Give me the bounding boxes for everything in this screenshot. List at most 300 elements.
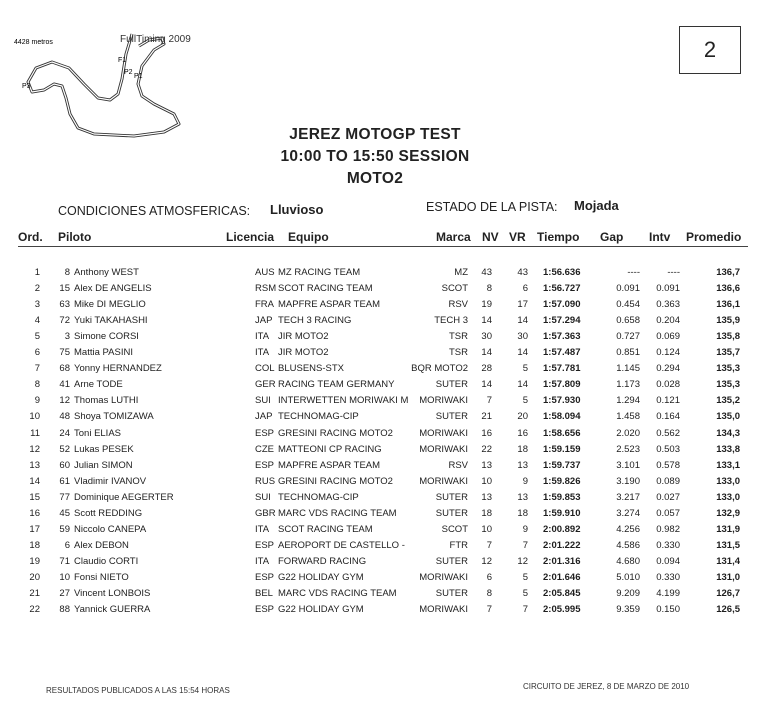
header-intv: Intv [649, 230, 671, 244]
team-name: MARC VDS RACING TEAM [278, 588, 397, 599]
header-time: Tiempo [537, 230, 580, 244]
team-name: BLUSENS-STX [278, 363, 344, 375]
license-country: AUS [255, 267, 275, 278]
table-row [0, 363, 770, 379]
table-row [0, 524, 770, 540]
bike-make: MORIWAKI [419, 604, 468, 616]
license-country: RUS [255, 475, 276, 487]
gap-value: 3.274 [616, 507, 640, 519]
table-row [0, 379, 770, 395]
license-country: GER [255, 379, 276, 391]
table-row [0, 588, 770, 604]
gap-value: 2.523 [616, 443, 640, 455]
gap-value: 4.586 [616, 539, 640, 551]
laps-nv: 14 [481, 379, 492, 391]
sector-mark: P2 [124, 69, 133, 76]
interval-value: 0.091 [656, 283, 680, 295]
bike-make: SUTER [435, 507, 468, 519]
rider-number: 72 [59, 315, 70, 327]
team-name: TECHNOMAG-CIP [278, 491, 359, 503]
license-country: ESP [255, 427, 275, 439]
interval-value: 0.089 [656, 475, 680, 487]
laps-nv: 13 [481, 491, 492, 503]
laps-vr: 5 [522, 571, 528, 583]
best-time: 1:59.737 [543, 459, 581, 471]
bike-make: MZ [454, 267, 468, 278]
team-name: GRESINI RACING MOTO2 [278, 427, 393, 439]
interval-value: 0.330 [656, 539, 680, 551]
header-rider: Piloto [58, 230, 92, 244]
row-position: 17 [29, 523, 40, 535]
gap-value: 0.851 [616, 347, 640, 359]
sector-mark: P3 [22, 83, 31, 90]
license-country: FRA [255, 299, 274, 311]
best-time: 1:57.809 [543, 379, 581, 391]
laps-nv: 28 [481, 363, 492, 375]
laps-nv: 6 [486, 571, 492, 583]
rider-number: 15 [59, 283, 70, 295]
rider-number: 63 [59, 299, 70, 311]
table-row [0, 556, 770, 572]
header-divider [18, 246, 748, 247]
weather-label: CONDICIONES ATMOSFERICAS: [58, 204, 251, 218]
interval-value: 0.121 [656, 395, 680, 407]
rider-number: 3 [64, 331, 70, 343]
laps-vr: 9 [522, 523, 528, 535]
laps-nv: 16 [481, 427, 492, 439]
gap-value: 3.101 [616, 459, 640, 471]
license-country: CZE [255, 443, 274, 455]
license-country: COL [255, 363, 275, 375]
average-speed: 133,1 [716, 459, 740, 471]
rider-number: 45 [59, 507, 70, 519]
row-position: 9 [34, 395, 40, 407]
bike-make: SUTER [435, 379, 468, 391]
row-position: 3 [34, 299, 40, 311]
laps-vr: 14 [517, 379, 528, 391]
team-name: G22 HOLIDAY GYM [278, 571, 364, 583]
interval-value: ---- [667, 267, 680, 278]
row-position: 1 [34, 267, 40, 278]
bike-make: MORIWAKI [419, 571, 468, 583]
rider-number: 88 [59, 604, 70, 616]
row-position: 19 [29, 555, 40, 567]
laps-vr: 18 [517, 507, 528, 519]
gap-value: 2.020 [616, 427, 640, 439]
bike-make: MORIWAKI [419, 443, 468, 455]
team-name: JIR MOTO2 [278, 331, 329, 343]
published-time: RESULTADOS PUBLICADOS A LAS 15:54 HORAS [46, 686, 230, 695]
best-time: 1:57.781 [543, 363, 581, 375]
laps-nv: 7 [486, 395, 492, 407]
rider-number: 60 [59, 459, 70, 471]
license-country: GBR [255, 507, 276, 519]
bike-make: TSR [449, 331, 468, 343]
laps-vr: 14 [517, 347, 528, 359]
rider-name: Niccolo CANEPA [74, 523, 147, 535]
interval-value: 0.982 [656, 523, 680, 535]
row-position: 4 [34, 315, 40, 327]
team-name: RACING TEAM GERMANY [278, 379, 395, 391]
laps-nv: 43 [481, 267, 492, 278]
gap-value: 3.190 [616, 475, 640, 487]
sector-mark: F1 [118, 57, 127, 64]
laps-vr: 7 [522, 539, 528, 551]
best-time: 2:01.316 [543, 555, 581, 567]
bike-make: SUTER [435, 491, 468, 503]
license-country: ITA [255, 331, 270, 343]
interval-value: 0.330 [656, 571, 680, 583]
laps-vr: 5 [522, 395, 528, 407]
bike-make: BQR MOTO2 [411, 363, 468, 375]
license-country: ITA [255, 347, 270, 359]
average-speed: 131,0 [716, 571, 740, 583]
laps-nv: 13 [481, 459, 492, 471]
row-position: 2 [34, 283, 40, 295]
table-row [0, 299, 770, 315]
header-gap: Gap [600, 230, 624, 244]
best-time: 1:57.930 [543, 395, 581, 407]
table-row [0, 492, 770, 508]
rider-name: Simone CORSI [74, 331, 139, 343]
header-vr: VR [509, 230, 526, 244]
average-speed: 133,0 [716, 475, 740, 487]
license-country: ESP [255, 539, 275, 551]
team-name: FORWARD RACING [278, 555, 367, 567]
team-name: MARC VDS RACING TEAM [278, 507, 397, 519]
best-time: 1:56.727 [543, 283, 581, 295]
rider-number: 52 [59, 443, 70, 455]
bike-make: SUTER [435, 411, 468, 423]
interval-value: 0.363 [656, 299, 680, 311]
rider-number: 77 [59, 491, 70, 503]
table-row [0, 540, 770, 556]
rider-number: 24 [59, 427, 70, 439]
team-name: MZ RACING TEAM [278, 267, 361, 278]
rider-name: Vladimir IVANOV [74, 475, 147, 487]
row-position: 14 [29, 475, 40, 487]
license-country: ESP [255, 571, 275, 583]
laps-nv: 21 [481, 411, 492, 423]
team-name: AEROPORT DE CASTELLO - [278, 539, 405, 551]
team-name: MATTEONI CP RACING [278, 443, 382, 455]
table-row [0, 508, 770, 524]
interval-value: 0.562 [656, 427, 680, 439]
average-speed: 134,3 [716, 427, 740, 439]
row-position: 22 [29, 604, 40, 616]
laps-vr: 16 [517, 427, 528, 439]
gap-value: 4.680 [616, 555, 640, 567]
average-speed: 136,1 [716, 299, 740, 311]
fulltiming-label: FullTiming 2009 [120, 34, 191, 45]
team-name: INTERWETTEN MORIWAKI M [278, 395, 409, 407]
interval-value: 0.204 [656, 315, 680, 327]
laps-vr: 6 [522, 283, 528, 295]
interval-value: 0.124 [656, 347, 680, 359]
gap-value: 0.727 [616, 331, 640, 343]
rider-name: Alex DE ANGELIS [74, 283, 152, 295]
interval-value: 0.069 [656, 331, 680, 343]
rider-name: Claudio CORTI [74, 555, 139, 567]
row-position: 16 [29, 507, 40, 519]
gap-value: 1.145 [616, 363, 640, 375]
track-length: 4428 metros [14, 39, 53, 46]
license-country: ESP [255, 604, 275, 616]
rider-name: Fonsi NIETO [74, 571, 129, 583]
rider-number: 8 [64, 267, 70, 278]
laps-nv: 12 [481, 555, 492, 567]
gap-value: 1.294 [616, 395, 640, 407]
gap-value: 1.458 [616, 411, 640, 423]
row-position: 11 [30, 427, 40, 439]
header-nv: NV [482, 230, 499, 244]
rider-number: 59 [59, 523, 70, 535]
header-make: Marca [436, 230, 471, 244]
license-country: SUI [255, 395, 271, 407]
row-position: 10 [29, 411, 40, 423]
best-time: 1:56.636 [543, 267, 581, 278]
rider-name: Vincent LONBOIS [74, 588, 151, 599]
best-time: 1:59.826 [543, 475, 581, 487]
license-country: ITA [255, 523, 270, 535]
laps-vr: 5 [522, 363, 528, 375]
gap-value: 3.217 [616, 491, 640, 503]
team-name: TECH 3 RACING [278, 315, 352, 327]
laps-nv: 14 [481, 315, 492, 327]
laps-vr: 43 [517, 267, 528, 278]
laps-vr: 13 [517, 491, 528, 503]
best-time: 1:57.090 [543, 299, 581, 311]
license-country: JAP [255, 411, 273, 423]
laps-vr: 7 [522, 604, 528, 616]
rider-name: Mike DI MEGLIO [74, 299, 146, 311]
table-row [0, 428, 770, 444]
table-row [0, 267, 770, 283]
table-row [0, 411, 770, 427]
rider-number: 12 [59, 395, 70, 407]
row-position: 12 [29, 443, 40, 455]
rider-name: Thomas LUTHI [74, 395, 139, 407]
row-position: 6 [34, 347, 40, 359]
rider-name: Toni ELIAS [74, 427, 121, 439]
page-number: 2 [703, 37, 717, 62]
best-time: 1:57.294 [543, 315, 581, 327]
license-country: RSM [255, 283, 277, 295]
rider-name: Dominique AEGERTER [74, 491, 174, 503]
gap-value: ---- [627, 267, 640, 278]
gap-value: 9.209 [616, 588, 640, 599]
laps-nv: 19 [481, 299, 492, 311]
team-name: TECHNOMAG-CIP [278, 411, 359, 423]
best-time: 2:01.222 [543, 539, 581, 551]
row-position: 8 [34, 379, 40, 391]
table-row [0, 444, 770, 460]
interval-value: 0.164 [656, 411, 680, 423]
row-position: 20 [29, 571, 40, 583]
sector-mark: P1 [134, 73, 143, 80]
gap-value: 5.010 [616, 571, 640, 583]
rider-number: 68 [59, 363, 70, 375]
track-state-value: Mojada [574, 198, 619, 213]
laps-vr: 5 [522, 588, 528, 599]
average-speed: 132,9 [716, 507, 740, 519]
laps-nv: 7 [486, 539, 492, 551]
bike-make: SUTER [435, 588, 468, 599]
best-time: 1:57.487 [543, 347, 581, 359]
bike-make: TECH 3 [434, 315, 468, 327]
gap-value: 0.091 [616, 283, 640, 295]
interval-value: 0.027 [656, 491, 680, 503]
laps-nv: 8 [486, 588, 492, 599]
bike-make: SCOT [441, 283, 468, 295]
bike-make: SUTER [435, 555, 468, 567]
header-avg: Promedio [686, 230, 742, 244]
gap-value: 0.454 [616, 299, 640, 311]
best-time: 1:58.094 [543, 411, 581, 423]
rider-number: 41 [59, 379, 70, 391]
average-speed: 135,2 [716, 395, 740, 407]
bike-make: TSR [449, 347, 468, 359]
interval-value: 0.028 [656, 379, 680, 391]
rider-name: Yannick GUERRA [74, 604, 151, 616]
rider-name: Shoya TOMIZAWA [74, 411, 154, 423]
rider-number: 10 [59, 571, 70, 583]
best-time: 2:05.995 [543, 604, 581, 616]
laps-nv: 14 [481, 347, 492, 359]
circuit-date: CIRCUITO DE JEREZ, 8 DE MARZO DE 2010 [523, 682, 690, 691]
interval-value: 0.150 [656, 604, 680, 616]
rider-name: Alex DEBON [74, 539, 129, 551]
table-row [0, 604, 770, 620]
rider-number: 6 [64, 539, 70, 551]
table-row [0, 572, 770, 588]
table-row [0, 331, 770, 347]
gap-value: 0.658 [616, 315, 640, 327]
table-row [0, 476, 770, 492]
license-country: JAP [255, 315, 273, 327]
rider-name: Lukas PESEK [74, 443, 134, 455]
row-position: 7 [34, 363, 40, 375]
bike-make: MORIWAKI [419, 475, 468, 487]
laps-nv: 22 [481, 443, 492, 455]
average-speed: 133,8 [716, 443, 740, 455]
team-name: G22 HOLIDAY GYM [278, 604, 364, 616]
gap-value: 9.359 [616, 604, 640, 616]
interval-value: 0.503 [656, 443, 680, 455]
rider-name: Yuki TAKAHASHI [74, 315, 148, 327]
license-country: BEL [255, 588, 273, 599]
laps-vr: 13 [517, 459, 528, 471]
interval-value: 4.199 [656, 588, 680, 599]
license-country: ITA [255, 555, 270, 567]
average-speed: 136,6 [716, 283, 740, 295]
bike-make: RSV [448, 459, 468, 471]
interval-value: 0.094 [656, 555, 680, 567]
table-row [0, 395, 770, 411]
license-country: SUI [255, 491, 271, 503]
table-row [0, 460, 770, 476]
rider-number: 27 [59, 588, 70, 599]
page-number-box [679, 26, 741, 74]
session-title: 10:00 TO 15:50 SESSION [280, 148, 470, 165]
team-name: SCOT RACING TEAM [278, 523, 373, 535]
license-country: ESP [255, 459, 275, 471]
header-license: Licencia [226, 230, 275, 244]
table-row [0, 347, 770, 363]
average-speed: 126,7 [716, 588, 740, 599]
circuit-outline [28, 34, 179, 136]
team-name: MAPFRE ASPAR TEAM [278, 459, 381, 471]
laps-nv: 30 [481, 331, 492, 343]
row-position: 5 [34, 331, 40, 343]
best-time: 1:58.656 [543, 427, 581, 439]
row-position: 13 [29, 459, 40, 471]
row-position: 18 [29, 539, 40, 551]
laps-nv: 10 [481, 523, 492, 535]
team-name: GRESINI RACING MOTO2 [278, 475, 393, 487]
rider-name: Scott REDDING [74, 507, 143, 519]
report-title: JEREZ MOTOGP TEST [289, 126, 461, 143]
interval-value: 0.057 [656, 507, 680, 519]
track-state-label: ESTADO DE LA PISTA: [426, 200, 558, 214]
best-time: 2:05.845 [543, 588, 581, 599]
average-speed: 135,8 [716, 331, 740, 343]
laps-nv: 7 [486, 604, 492, 616]
rider-name: Anthony WEST [74, 267, 139, 278]
interval-value: 0.578 [656, 459, 680, 471]
best-time: 2:00.892 [543, 523, 581, 535]
bike-make: MORIWAKI [419, 395, 468, 407]
rider-name: Arne TODE [74, 379, 123, 391]
laps-nv: 18 [481, 507, 492, 519]
best-time: 1:59.910 [543, 507, 581, 519]
class-title: MOTO2 [346, 170, 404, 187]
best-time: 1:59.853 [543, 491, 581, 503]
best-time: 1:59.159 [543, 443, 581, 455]
rider-name: Mattia PASINI [74, 347, 133, 359]
row-position: 15 [29, 491, 40, 503]
rider-number: 71 [59, 555, 70, 567]
laps-nv: 8 [486, 283, 492, 295]
team-name: SCOT RACING TEAM [278, 283, 373, 295]
average-speed: 126,5 [716, 604, 740, 616]
weather-value: Lluvioso [270, 202, 324, 217]
laps-vr: 14 [517, 315, 528, 327]
rider-name: Yonny HERNANDEZ [74, 363, 162, 375]
laps-vr: 20 [517, 411, 528, 423]
average-speed: 135,3 [716, 363, 740, 375]
laps-nv: 10 [481, 475, 492, 487]
bike-make: FTR [449, 539, 468, 551]
rider-name: Julian SIMON [74, 459, 133, 471]
average-speed: 136,7 [716, 267, 740, 278]
gap-value: 1.173 [616, 379, 640, 391]
average-speed: 135,9 [716, 315, 740, 327]
laps-vr: 17 [517, 299, 528, 311]
header-team: Equipo [288, 230, 329, 244]
gap-value: 4.256 [616, 523, 640, 535]
average-speed: 135,0 [716, 411, 740, 423]
team-name: MAPFRE ASPAR TEAM [278, 299, 381, 311]
rider-number: 48 [59, 411, 70, 423]
interval-value: 0.294 [656, 363, 680, 375]
header-ord: Ord. [18, 230, 43, 244]
average-speed: 135,3 [716, 379, 740, 391]
average-speed: 131,5 [716, 539, 740, 551]
laps-vr: 9 [522, 475, 528, 487]
average-speed: 131,4 [716, 555, 740, 567]
table-row [0, 283, 770, 299]
